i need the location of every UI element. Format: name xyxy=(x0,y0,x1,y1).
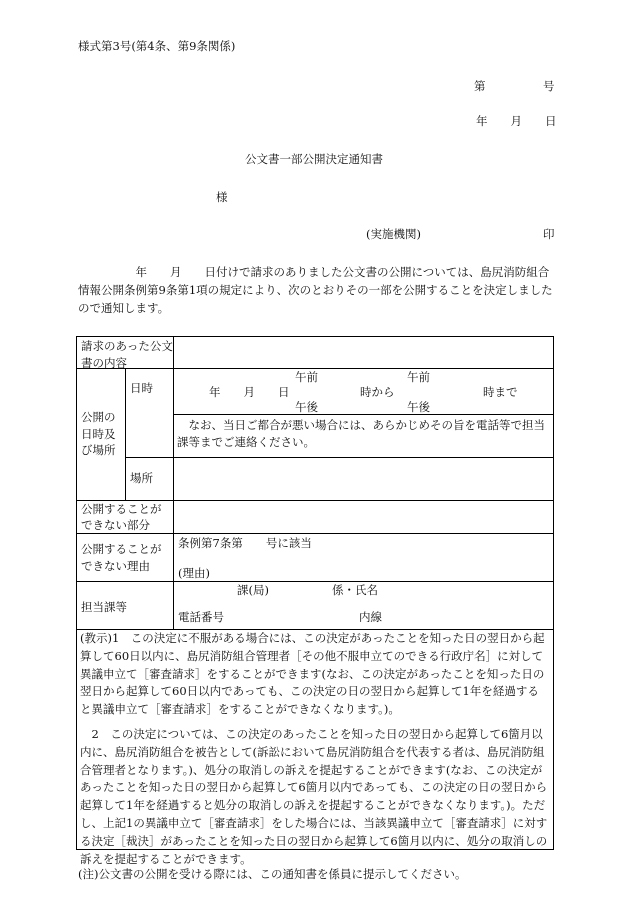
phone-field: 電話番号 xyxy=(178,610,224,624)
time-from: 時から xyxy=(360,385,395,399)
requested-doc-label: 請求のあった公文書の内容 xyxy=(81,339,173,370)
datetime-label: 日時 xyxy=(130,381,153,395)
document-title: 公文書一部公開決定通知書 xyxy=(245,152,383,166)
dept-label: 担当課等 xyxy=(81,600,127,614)
notice-body: 年 月 日付けで請求のありました公文書の公開については、島尻消防組合情報公開条例第9条第1項の規定により、次のとおりその一部を公開することを決定しましたので通知します。 xyxy=(78,265,553,315)
reason-field: (理由) xyxy=(178,566,210,580)
nondisclosed-reason-label: 公開することができない理由 xyxy=(81,542,162,573)
seal-mark: 印 xyxy=(543,227,555,241)
end-am: 午前 xyxy=(407,370,430,384)
start-pm: 午後 xyxy=(295,400,318,414)
instruction-2: 2 この決定については、この決定のあったことを知った日の翌日から起算して6箇月以内に、島尻消防組合を被告として(訴訟において島尻消防組合を代表する者は、島尻消防組合管理者となります。)、処分の取消しの訴えを提起することができます(なお、この決定があったことを知った日の翌日から起算して6箇月以内であっても、この決定の日の翌日から起算して1年を経過すると処分の取消しの訴えを提起することができなくなります。)。ただし、上記1の異議申立て［審査請求］をした場合には、当該異議申立て［審査請求］に対する決定［裁決］があったことを知った日の翌日から起算して6箇月以内に、処分の取消しの訴えを提起することができます。 xyxy=(80,727,548,866)
extension-field: 内線 xyxy=(359,610,382,624)
footer-note: (注)公文書の公開を受ける際には、この通知書を係員に提示してください。 xyxy=(78,867,467,881)
start-am: 午前 xyxy=(295,370,318,384)
form-number: 様式第3号(第4条、第9条関係) xyxy=(78,39,236,53)
document-number: 第 号 xyxy=(474,79,555,93)
implementing-agency: (実施機関) xyxy=(366,227,421,241)
date-fields: 年 月 日 xyxy=(209,385,290,399)
contact-note: なお、当日ご都合が悪い場合には、あらかじめその旨を電話等で担当課等までご連絡ください。 xyxy=(177,418,545,450)
staff-field: 係・氏名 xyxy=(332,583,378,597)
end-pm: 午後 xyxy=(407,400,430,414)
nondisclosed-part-label: 公開することができない部分 xyxy=(81,502,162,533)
addressee: 様 xyxy=(216,190,228,204)
division-field: 課(局) xyxy=(237,583,269,597)
instruction-1: (教示)1 この決定に不服がある場合には、この決定があったことを知った日の翌日から起算して60日以内に、島尻消防組合管理者［その他不服申立てのできる行政庁名］に対して異議申立て［審査請求］をすることができます(なお、この決定があったことを知った日の翌日から起算して60日以内であっても、この決定の日の翌日から起算して1年を経過すると異議申立て［審査請求］をすることができなくなります。)。 xyxy=(80,631,545,717)
issue-date: 年 月 日 xyxy=(476,114,557,128)
place-label: 場所 xyxy=(130,471,153,485)
clause-field: 条例第7条第 号に該当 xyxy=(178,536,312,550)
datetime-place-label: 公開の日時及び場所 xyxy=(81,410,116,458)
disclosure-table xyxy=(76,336,554,866)
time-until: 時まで xyxy=(483,385,518,399)
